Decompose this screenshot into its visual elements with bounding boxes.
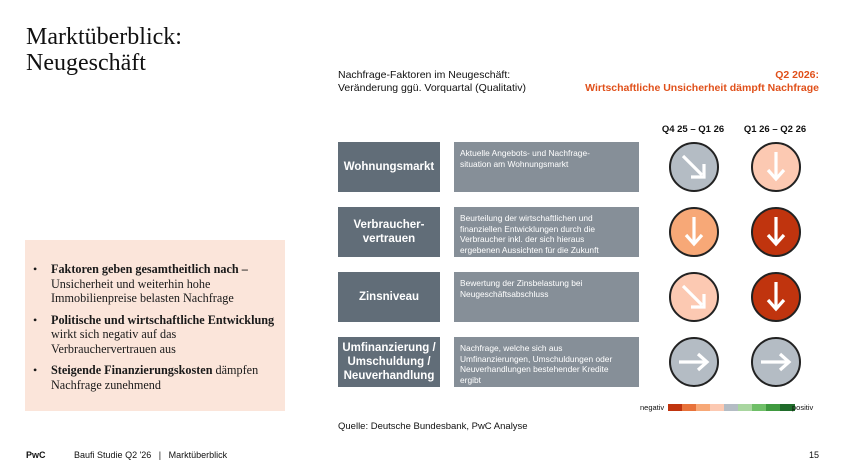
factor-label xyxy=(338,337,440,387)
legend-swatch xyxy=(710,404,725,411)
legend-swatch xyxy=(752,404,767,411)
summary-box xyxy=(25,240,285,411)
summary-item-bold: Faktoren geben gesamtheitlich nach – xyxy=(51,262,248,276)
trend-indicator-q2 xyxy=(751,272,801,322)
description-line: Nachfrage, welche sich aus xyxy=(460,343,563,353)
legend-swatch xyxy=(668,404,683,411)
page-title xyxy=(26,24,286,76)
summary-item xyxy=(31,313,275,357)
factor-label-line: Zinsniveau xyxy=(358,291,420,303)
headline-line-2: Wirtschaftliche Unsicherheit dämpft Nachfrage xyxy=(585,82,819,94)
column-header-q1-q2: Q1 26 – Q2 26 xyxy=(743,124,807,135)
factor-label-line: Wohnungsmarkt xyxy=(343,161,435,173)
summary-list xyxy=(31,262,275,392)
trend-indicator-q1 xyxy=(669,272,719,322)
summary-item-text: wirkt sich negativ auf das Verbrauchervertrauen aus xyxy=(51,327,177,356)
subheading-line-2: Veränderung ggü. Vorquartal (Qualitativ) xyxy=(338,82,526,94)
trend-indicator-q2 xyxy=(751,337,801,387)
trend-indicator-q1 xyxy=(669,207,719,257)
description-line: finanziellen Entwicklungen durch die xyxy=(460,223,596,234)
description-line: Neugeschäftsabschluss xyxy=(460,288,549,299)
summary-item xyxy=(31,363,275,392)
summary-item-bold: Politische und wirtschaftliche Entwicklung xyxy=(51,312,275,327)
description-line: Neuverhandlungen bestehender Kredite xyxy=(460,364,609,374)
factor-row xyxy=(338,337,818,387)
page-title-line-2: Neugeschäft xyxy=(26,50,146,76)
factor-label-line: Neuverhandlung xyxy=(343,370,435,382)
factor-description xyxy=(454,337,639,387)
legend-swatch xyxy=(766,404,781,411)
summary-item-text: dämpfen Nachfrage zunehmend xyxy=(51,363,259,392)
headline-line-1: Q2 2026: xyxy=(775,69,819,81)
factor-description xyxy=(454,272,639,322)
factor-label-line: Umschuldung / xyxy=(347,356,431,368)
page-number: 15 xyxy=(808,450,819,460)
legend-swatch xyxy=(696,404,711,411)
factor-label xyxy=(338,142,440,192)
trend-indicator-q2 xyxy=(751,207,801,257)
arrow-right-icon xyxy=(671,339,717,385)
factor-label xyxy=(338,272,440,322)
factor-row xyxy=(338,272,818,322)
pwc-logo: PwC xyxy=(26,450,46,460)
description-line: Umfinanzierungen, Umschuldungen oder xyxy=(460,353,613,364)
trend-indicator-q1 xyxy=(669,142,719,192)
quarter-headline xyxy=(585,69,819,95)
arrow-down-icon xyxy=(753,209,799,255)
factor-label-line: Umfinanzierung / xyxy=(342,342,436,354)
summary-item xyxy=(31,262,275,306)
source-note: Quelle: Deutsche Bundesbank, PwC Analyse xyxy=(338,421,528,432)
legend-swatch xyxy=(682,404,697,411)
factor-row xyxy=(338,142,818,192)
arrow-right-icon xyxy=(753,339,799,385)
description-line: situation am Wohnungsmarkt xyxy=(460,158,569,169)
legend-negative-label: negativ xyxy=(640,403,665,412)
footer-text: Baufi Studie Q2 '26 | Marktüberblick xyxy=(74,450,228,460)
factor-label-line: vertrauen xyxy=(362,233,416,245)
arrow-down-icon xyxy=(753,274,799,320)
trend-indicator-q2 xyxy=(751,142,801,192)
chart-subheading xyxy=(338,69,526,95)
factor-label xyxy=(338,207,440,257)
page-title-line-1: Marktüberblick: xyxy=(26,24,182,50)
factor-row xyxy=(338,207,818,257)
summary-item-text: Unsicherheit und weiterhin hohe Immobilienpreise belasten Nachfrage xyxy=(51,276,234,305)
arrow-down-icon xyxy=(753,144,799,190)
factor-description xyxy=(454,142,639,192)
description-line: Verbraucher inkl. der sich hieraus xyxy=(460,234,585,244)
description-line: ergebenen Aussichten für die Zukunft xyxy=(460,244,599,255)
arrow-down-right-icon xyxy=(671,144,717,190)
arrow-down-right-icon xyxy=(671,274,717,320)
arrow-down-icon xyxy=(671,209,717,255)
factor-label-line: Verbraucher- xyxy=(353,219,425,231)
summary-item-bold: Steigende Finanzierungskosten xyxy=(51,363,213,377)
description-line: Beurteilung der wirtschaftlichen und xyxy=(460,213,593,223)
description-line: ergibt xyxy=(460,374,481,385)
column-header-q4-q1: Q4 25 – Q1 26 xyxy=(661,124,725,135)
footer xyxy=(26,450,227,460)
subheading-line-1: Nachfrage-Faktoren im Neugeschäft: xyxy=(338,69,511,81)
factor-description xyxy=(454,207,639,257)
legend-swatch xyxy=(724,404,739,411)
legend-positive-label: positiv xyxy=(792,403,814,412)
description-line: Bewertung der Zinsbelastung bei xyxy=(460,278,583,288)
trend-indicator-q1 xyxy=(669,337,719,387)
description-line: Aktuelle Angebots- und Nachfrage- xyxy=(460,148,590,158)
legend-swatch xyxy=(738,404,753,411)
